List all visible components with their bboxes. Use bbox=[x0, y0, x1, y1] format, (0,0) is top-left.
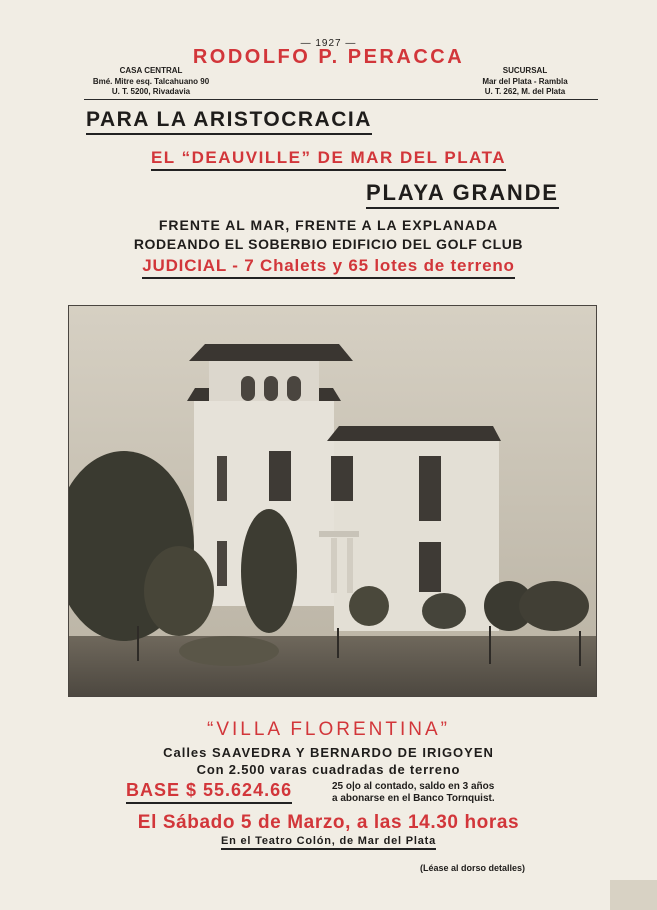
base-price bbox=[126, 780, 292, 804]
headline-playa-grande-text: PLAYA GRANDE bbox=[366, 180, 559, 209]
villa-photo-illustration bbox=[69, 306, 596, 696]
villa-name: “VILLA FLORENTINA” bbox=[207, 719, 450, 740]
villa-photograph bbox=[68, 305, 597, 697]
headline-deauville bbox=[0, 148, 657, 171]
branch-office-phone: U. T. 262, M. del Plata bbox=[484, 87, 566, 96]
head-office-address: Bmé. Mitre esq. Talcahuano 90 bbox=[92, 76, 210, 86]
branch-office-block bbox=[455, 66, 595, 98]
headline-frente: FRENTE AL MAR, FRENTE A LA EXPLANADA bbox=[158, 217, 499, 233]
company-name: RODOLFO P. PERACCA bbox=[192, 46, 465, 68]
headline-judicial-text: JUDICIAL - 7 Chalets y 65 lotes de terreno bbox=[142, 256, 514, 279]
headline-aristocracy bbox=[86, 108, 372, 135]
auction-date: El Sábado 5 de Marzo, a las 14.30 horas bbox=[137, 812, 520, 833]
details-note: (Léase al dorso detalles) bbox=[420, 863, 526, 873]
villa-area: Con 2.500 varas cuadradas de terreno bbox=[196, 762, 461, 777]
headline-rodeando: RODEANDO EL SOBERBIO EDIFICIO DEL GOLF CLUB bbox=[133, 236, 524, 252]
auction-venue-text: En el Teatro Colón, de Mar del Plata bbox=[221, 835, 436, 850]
headline-judicial bbox=[0, 256, 657, 279]
villa-streets: Calles SAAVEDRA Y BERNARDO DE IRIGOYEN bbox=[163, 745, 494, 760]
payment-terms-line-1: 25 o|o al contado, saldo en 3 años bbox=[332, 781, 495, 792]
year-label: — 1927 — bbox=[300, 38, 357, 49]
paper-edge bbox=[610, 880, 657, 910]
headline-aristocracy-text: PARA LA ARISTOCRACIA bbox=[86, 108, 372, 135]
header-divider bbox=[84, 99, 598, 100]
head-office-phone: U. T. 5200, Rivadavia bbox=[111, 87, 191, 96]
base-price-text: BASE $ 55.624.66 bbox=[126, 780, 292, 804]
head-office-block bbox=[86, 66, 216, 98]
headline-playa-grande bbox=[366, 180, 559, 209]
payment-terms bbox=[332, 781, 495, 805]
auction-venue bbox=[0, 835, 657, 850]
payment-terms-line-2: a abonarse en el Banco Tornquist. bbox=[332, 793, 495, 804]
head-office-title: CASA CENTRAL bbox=[119, 66, 183, 75]
branch-office-title: SUCURSAL bbox=[502, 66, 548, 75]
headline-deauville-text: EL “DEAUVILLE” DE MAR DEL PLATA bbox=[151, 148, 506, 171]
branch-office-address: Mar del Plata - Rambla bbox=[482, 76, 568, 86]
